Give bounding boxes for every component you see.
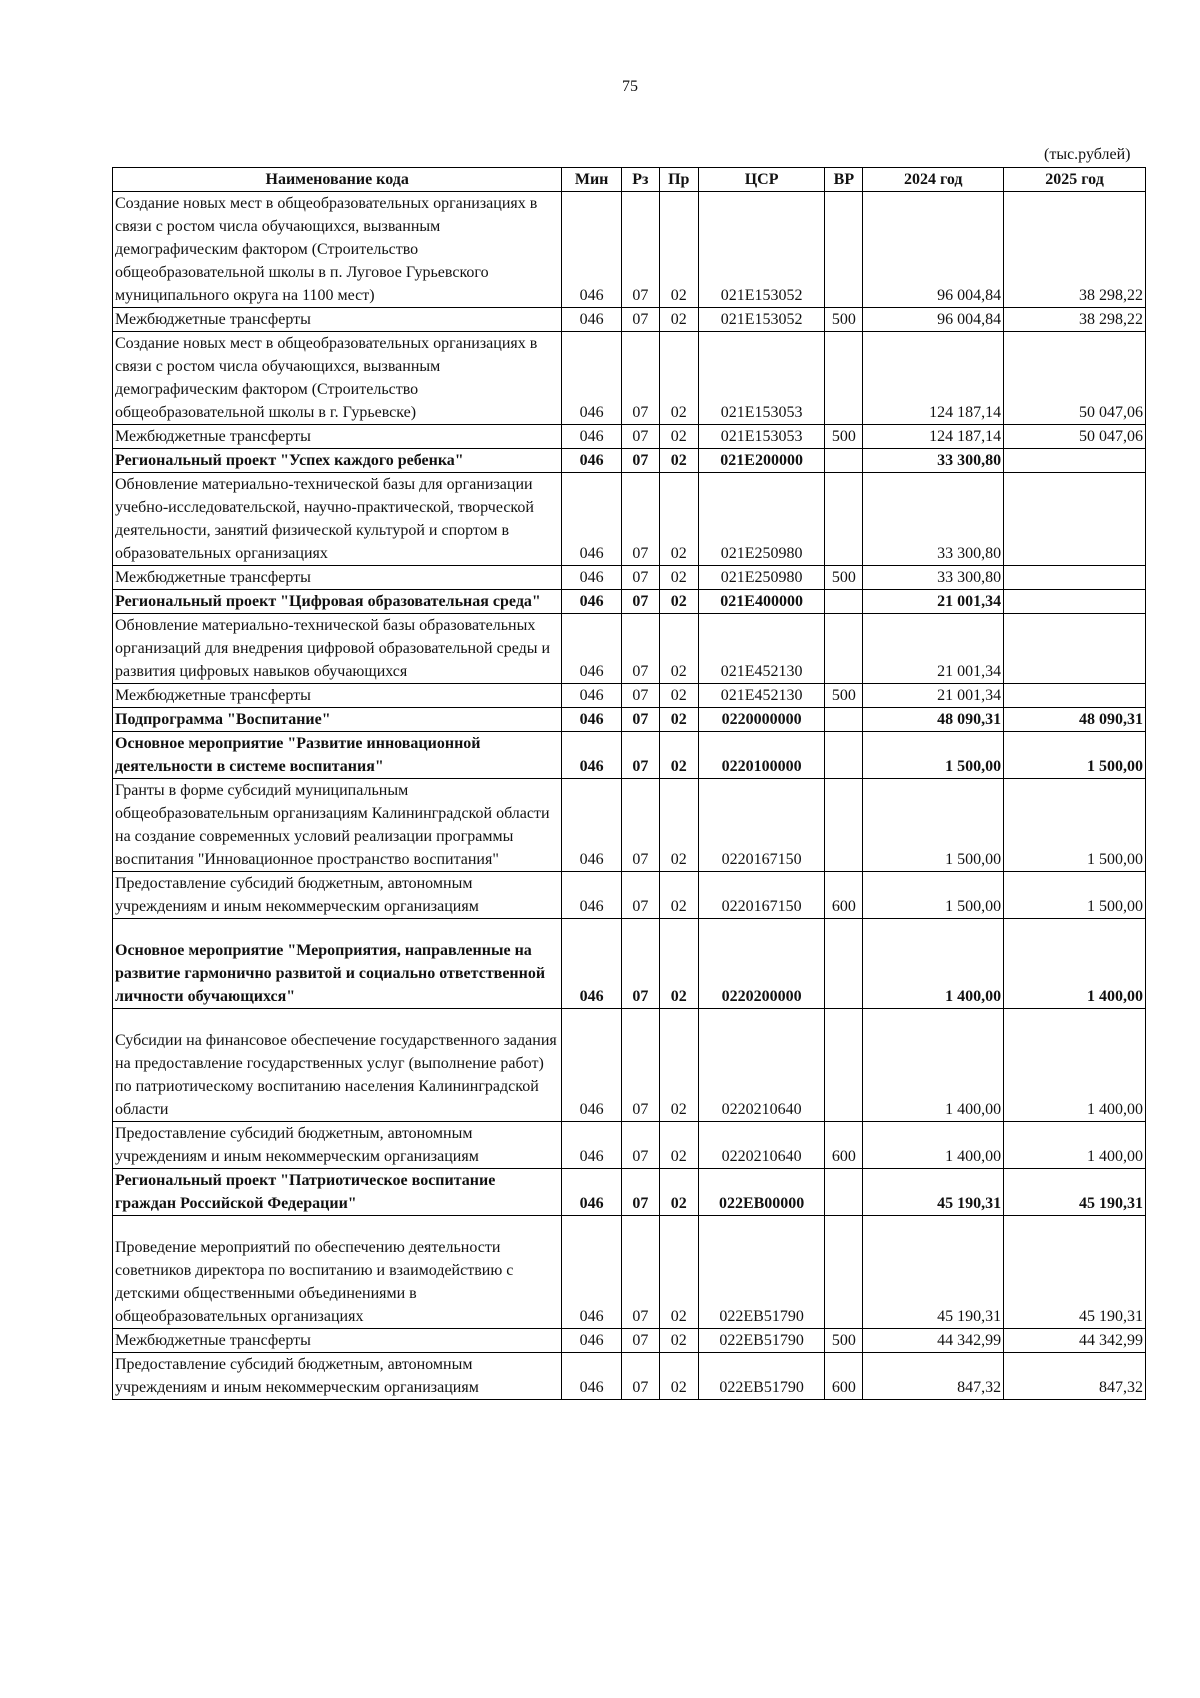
col-header-2024: 2024 год (863, 168, 1004, 192)
cell-2025: 38 298,22 (1004, 308, 1146, 332)
cell-csr: 0220167150 (698, 872, 825, 919)
cell-name: Предоставление субсидий бюджетным, автономным учреждениям и иным некоммерческим организациям (113, 1122, 562, 1169)
cell-csr: 022EB51790 (698, 1329, 825, 1353)
cell-pr: 02 (659, 449, 698, 473)
cell-pr: 02 (659, 425, 698, 449)
cell-csr: 0220100000 (698, 732, 825, 779)
cell-pr: 02 (659, 1216, 698, 1329)
cell-vr (825, 779, 863, 872)
cell-2024: 44 342,99 (863, 1329, 1004, 1353)
cell-min: 046 (562, 192, 622, 308)
cell-pr: 02 (659, 308, 698, 332)
cell-2024: 45 190,31 (863, 1216, 1004, 1329)
table-row (113, 1353, 1146, 1400)
cell-rz: 07 (621, 684, 659, 708)
col-header-csr: ЦСР (698, 168, 825, 192)
cell-rz: 07 (621, 473, 659, 566)
cell-2024: 33 300,80 (863, 449, 1004, 473)
cell-csr: 0220200000 (698, 919, 825, 1009)
cell-csr: 021E452130 (698, 684, 825, 708)
cell-name: Межбюджетные трансферты (113, 1329, 562, 1353)
cell-min: 046 (562, 332, 622, 425)
cell-2025: 847,32 (1004, 1353, 1146, 1400)
table-row (113, 708, 1146, 732)
cell-2025 (1004, 590, 1146, 614)
cell-rz: 07 (621, 1216, 659, 1329)
cell-pr: 02 (659, 919, 698, 1009)
cell-2024: 124 187,14 (863, 332, 1004, 425)
cell-vr: 500 (825, 425, 863, 449)
cell-csr: 021E250980 (698, 473, 825, 566)
cell-2024: 45 190,31 (863, 1169, 1004, 1216)
cell-vr: 600 (825, 1353, 863, 1400)
cell-vr: 500 (825, 1329, 863, 1353)
cell-2025: 1 500,00 (1004, 779, 1146, 872)
page-number: 75 (622, 78, 638, 95)
cell-2025 (1004, 684, 1146, 708)
cell-vr (825, 1216, 863, 1329)
cell-2024: 124 187,14 (863, 425, 1004, 449)
cell-min: 046 (562, 919, 622, 1009)
cell-rz: 07 (621, 614, 659, 684)
col-header-2025: 2025 год (1004, 168, 1146, 192)
cell-2025: 50 047,06 (1004, 425, 1146, 449)
cell-csr: 022EB51790 (698, 1216, 825, 1329)
cell-vr: 500 (825, 684, 863, 708)
cell-2024: 21 001,34 (863, 614, 1004, 684)
cell-2025: 1 500,00 (1004, 732, 1146, 779)
table-row (113, 566, 1146, 590)
cell-2025: 48 090,31 (1004, 708, 1146, 732)
cell-min: 046 (562, 1329, 622, 1353)
cell-rz: 07 (621, 1329, 659, 1353)
table-header-row (113, 168, 1146, 192)
cell-name: Обновление материально-технической базы для организации учебно-исследовательской, научно-практической, творческой деятельности, занятий физической культурой и спортом в образовательных организациях (113, 473, 562, 566)
cell-min: 046 (562, 1216, 622, 1329)
cell-name: Межбюджетные трансферты (113, 566, 562, 590)
cell-name: Предоставление субсидий бюджетным, автономным учреждениям и иным некоммерческим организациям (113, 872, 562, 919)
cell-name: Обновление материально-технической базы образовательных организаций для внедрения цифровой образовательной среды и развития цифровых навыков обучающихся (113, 614, 562, 684)
table-row (113, 732, 1146, 779)
cell-vr (825, 919, 863, 1009)
cell-rz: 07 (621, 1009, 659, 1122)
cell-pr: 02 (659, 872, 698, 919)
cell-vr (825, 614, 863, 684)
col-header-rz: Рз (621, 168, 659, 192)
cell-name: Гранты в форме субсидий муниципальным общеобразовательным организациям Калининградской области на создание современных условий реализации программы воспитания "Инновационное пространство воспитания" (113, 779, 562, 872)
cell-name: Предоставление субсидий бюджетным, автономным учреждениям и иным некоммерческим организациям (113, 1353, 562, 1400)
cell-rz: 07 (621, 308, 659, 332)
cell-min: 046 (562, 872, 622, 919)
cell-pr: 02 (659, 1329, 698, 1353)
cell-min: 046 (562, 1353, 622, 1400)
table-row (113, 425, 1146, 449)
table-row (113, 1169, 1146, 1216)
cell-vr: 600 (825, 1122, 863, 1169)
table-row (113, 1122, 1146, 1169)
cell-name: Региональный проект "Успех каждого ребенка" (113, 449, 562, 473)
cell-2024: 21 001,34 (863, 590, 1004, 614)
cell-csr: 021E153052 (698, 308, 825, 332)
cell-min: 046 (562, 449, 622, 473)
table-row (113, 919, 1146, 1009)
cell-pr: 02 (659, 614, 698, 684)
cell-min: 046 (562, 590, 622, 614)
cell-pr: 02 (659, 779, 698, 872)
cell-pr: 02 (659, 1169, 698, 1216)
table-row (113, 192, 1146, 308)
cell-rz: 07 (621, 590, 659, 614)
cell-rz: 07 (621, 779, 659, 872)
cell-rz: 07 (621, 1122, 659, 1169)
table-row (113, 779, 1146, 872)
cell-2024: 21 001,34 (863, 684, 1004, 708)
cell-name: Создание новых мест в общеобразовательных организациях в связи с ростом числа обучающихся, вызванным демографическим фактором (Строительство общеобразовательной школы в г. Гурьевске) (113, 332, 562, 425)
cell-min: 046 (562, 614, 622, 684)
cell-2025: 1 400,00 (1004, 1009, 1146, 1122)
units-label: (тыс.рублей) (1044, 146, 1131, 163)
table-row (113, 872, 1146, 919)
cell-min: 046 (562, 732, 622, 779)
cell-name: Региональный проект "Патриотическое воспитание граждан Российской Федерации" (113, 1169, 562, 1216)
col-header-pr: Пр (659, 168, 698, 192)
table-row (113, 449, 1146, 473)
cell-name: Основное мероприятие "Развитие инновационной деятельности в системе воспитания" (113, 732, 562, 779)
cell-csr: 021E250980 (698, 566, 825, 590)
cell-2024: 1 400,00 (863, 919, 1004, 1009)
cell-rz: 07 (621, 332, 659, 425)
cell-2025: 45 190,31 (1004, 1169, 1146, 1216)
cell-vr (825, 192, 863, 308)
table-row (113, 684, 1146, 708)
cell-vr (825, 332, 863, 425)
cell-min: 046 (562, 566, 622, 590)
col-header-min: Мин (562, 168, 622, 192)
cell-rz: 07 (621, 872, 659, 919)
cell-vr: 500 (825, 566, 863, 590)
cell-2024: 1 500,00 (863, 872, 1004, 919)
cell-vr (825, 732, 863, 779)
cell-rz: 07 (621, 192, 659, 308)
cell-rz: 07 (621, 732, 659, 779)
cell-csr: 0220000000 (698, 708, 825, 732)
cell-csr: 021E452130 (698, 614, 825, 684)
cell-name: Межбюджетные трансферты (113, 684, 562, 708)
cell-name: Подпрограмма "Воспитание" (113, 708, 562, 732)
cell-2024: 96 004,84 (863, 308, 1004, 332)
cell-vr (825, 708, 863, 732)
cell-2024: 1 500,00 (863, 779, 1004, 872)
table-row (113, 614, 1146, 684)
cell-pr: 02 (659, 332, 698, 425)
cell-2024: 33 300,80 (863, 566, 1004, 590)
cell-2025: 50 047,06 (1004, 332, 1146, 425)
cell-rz: 07 (621, 566, 659, 590)
table-row (113, 332, 1146, 425)
cell-csr: 021E200000 (698, 449, 825, 473)
table-row (113, 1216, 1146, 1329)
cell-2025: 38 298,22 (1004, 192, 1146, 308)
cell-rz: 07 (621, 1169, 659, 1216)
cell-rz: 07 (621, 1353, 659, 1400)
table-row (113, 308, 1146, 332)
cell-name: Основное мероприятие "Мероприятия, направленные на развитие гармонично развитой и социально ответственной личности обучающихся" (113, 919, 562, 1009)
col-header-vr: ВР (825, 168, 863, 192)
cell-name: Региональный проект "Цифровая образовательная среда" (113, 590, 562, 614)
cell-2024: 33 300,80 (863, 473, 1004, 566)
cell-vr: 600 (825, 872, 863, 919)
cell-2024: 48 090,31 (863, 708, 1004, 732)
cell-2025: 1 500,00 (1004, 872, 1146, 919)
cell-vr (825, 473, 863, 566)
table-row (113, 590, 1146, 614)
cell-2024: 847,32 (863, 1353, 1004, 1400)
cell-2025: 44 342,99 (1004, 1329, 1146, 1353)
table-row (113, 1329, 1146, 1353)
cell-min: 046 (562, 1009, 622, 1122)
cell-csr: 021E153052 (698, 192, 825, 308)
cell-pr: 02 (659, 708, 698, 732)
cell-vr (825, 1009, 863, 1122)
cell-pr: 02 (659, 192, 698, 308)
cell-2024: 1 400,00 (863, 1009, 1004, 1122)
cell-min: 046 (562, 1122, 622, 1169)
cell-min: 046 (562, 425, 622, 449)
cell-2025 (1004, 566, 1146, 590)
cell-min: 046 (562, 308, 622, 332)
col-header-name: Наименование кода (113, 168, 562, 192)
cell-2024: 1 400,00 (863, 1122, 1004, 1169)
cell-2025 (1004, 473, 1146, 566)
cell-rz: 07 (621, 425, 659, 449)
cell-2025: 45 190,31 (1004, 1216, 1146, 1329)
cell-rz: 07 (621, 708, 659, 732)
cell-name: Проведение мероприятий по обеспечению деятельности советников директора по воспитанию и взаимодействию с детскими общественными объединениями в общеобразовательных организациях (113, 1216, 562, 1329)
cell-csr: 021E400000 (698, 590, 825, 614)
cell-name: Межбюджетные трансферты (113, 425, 562, 449)
cell-csr: 022EB00000 (698, 1169, 825, 1216)
cell-vr: 500 (825, 308, 863, 332)
cell-pr: 02 (659, 566, 698, 590)
cell-min: 046 (562, 1169, 622, 1216)
cell-csr: 0220210640 (698, 1009, 825, 1122)
cell-csr: 022EB51790 (698, 1353, 825, 1400)
cell-vr (825, 590, 863, 614)
cell-csr: 0220167150 (698, 779, 825, 872)
cell-name: Межбюджетные трансферты (113, 308, 562, 332)
cell-2024: 96 004,84 (863, 192, 1004, 308)
cell-csr: 0220210640 (698, 1122, 825, 1169)
cell-pr: 02 (659, 1009, 698, 1122)
cell-2025 (1004, 614, 1146, 684)
cell-2025 (1004, 449, 1146, 473)
cell-min: 046 (562, 779, 622, 872)
cell-name: Субсидии на финансовое обеспечение государственного задания на предоставление государственных услуг (выполнение работ) по патриотическому воспитанию населения Калининградской области (113, 1009, 562, 1122)
cell-name: Создание новых мест в общеобразовательных организациях в связи с ростом числа обучающихся, вызванным демографическим фактором (Строительство общеобразовательной школы в п. Луговое Гурьевского муниципального округа на 1100 мест) (113, 192, 562, 308)
cell-pr: 02 (659, 732, 698, 779)
cell-2024: 1 500,00 (863, 732, 1004, 779)
cell-rz: 07 (621, 449, 659, 473)
cell-csr: 021E153053 (698, 332, 825, 425)
cell-pr: 02 (659, 590, 698, 614)
cell-pr: 02 (659, 684, 698, 708)
cell-pr: 02 (659, 473, 698, 566)
cell-2025: 1 400,00 (1004, 919, 1146, 1009)
cell-vr (825, 1169, 863, 1216)
cell-pr: 02 (659, 1353, 698, 1400)
cell-min: 046 (562, 684, 622, 708)
cell-csr: 021E153053 (698, 425, 825, 449)
budget-table (112, 167, 1146, 1400)
table-row (113, 1009, 1146, 1122)
cell-vr (825, 449, 863, 473)
cell-2025: 1 400,00 (1004, 1122, 1146, 1169)
cell-min: 046 (562, 708, 622, 732)
table-row (113, 473, 1146, 566)
cell-min: 046 (562, 473, 622, 566)
cell-rz: 07 (621, 919, 659, 1009)
cell-pr: 02 (659, 1122, 698, 1169)
